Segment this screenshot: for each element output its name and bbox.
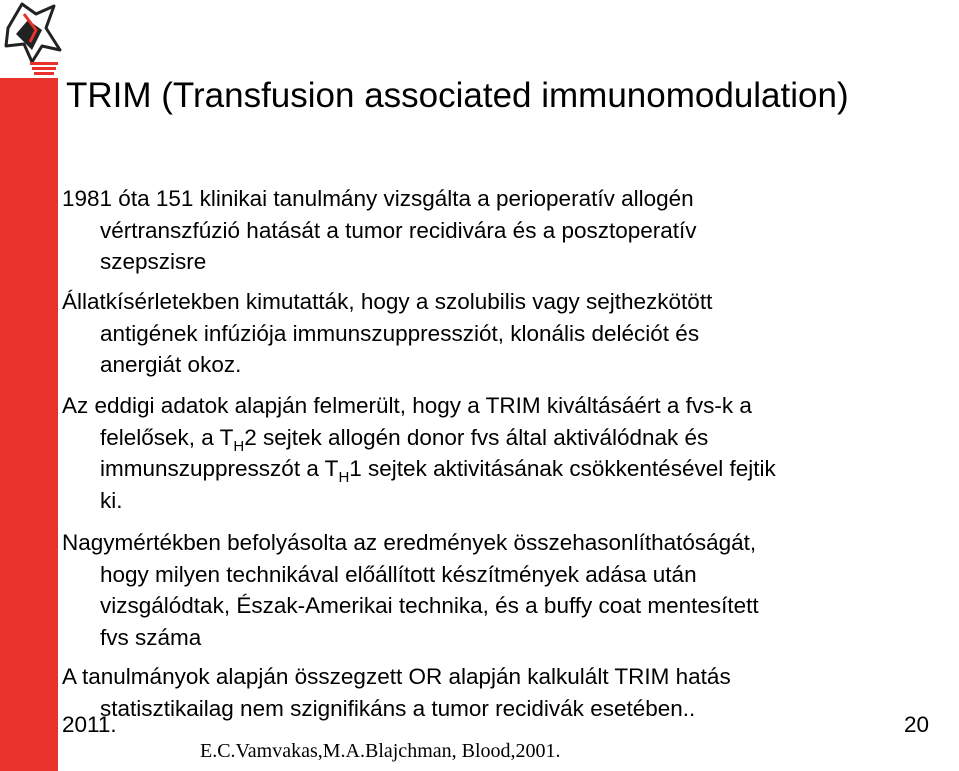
bullet-1-line-2: vértranszfúzió hatását a tumor recidivára és a posztoperatív [100, 217, 697, 243]
bullet-3-line-2-pre: felelősek, a T [100, 424, 234, 450]
page-number: 20 [904, 712, 930, 737]
subscript-h: H [233, 437, 245, 455]
bullet-3-line-2-post: 2 sejtek allogén donor fvs által aktiválódnak és [244, 424, 709, 450]
bullet-2-line-1: Állatkísérletekben kimutatták, hogy a szolubilis vagy sejthezkötött [62, 289, 713, 314]
bullet-4-line-2: hogy milyen technikával előállított készítmények adása után [100, 561, 697, 587]
bullet-3-line-2 [62, 422, 957, 454]
bullet-1-line-1: 1981 óta 151 klinikai tanulmány vizsgálta a perioperatív allogén [62, 186, 694, 211]
footer-year: 2011. [62, 712, 117, 737]
bullet-3-line-4: ki. [100, 487, 123, 513]
citation: E.C.Vamvakas,M.A.Blajchman, Blood,2001. [200, 740, 561, 762]
bullet-4-line-4: fvs száma [100, 624, 202, 650]
bullet-2-line-3: anergiát okoz. [100, 352, 242, 377]
bullet-2 [62, 286, 957, 381]
bullet-3-line-1: Az eddigi adatok alapján felmerült, hogy a TRIM kiváltásáért a fvs-k a [62, 393, 752, 418]
bullet-1 [62, 183, 957, 278]
bullet-4-line-1: Nagymértékben befolyásolta az eredmények összehasonlíthatóságát, [62, 530, 757, 555]
bullet-3 [62, 390, 957, 516]
bullet-2-line-2: antigének infúziója immunszuppressziót, klonális deléciót és [100, 320, 700, 346]
left-accent-bar [0, 78, 58, 771]
bullet-5-line-2: statisztikailag nem szignifikáns a tumor recidivák esetében.. [100, 695, 696, 721]
bullet-3-line-3 [62, 453, 957, 485]
subscript-h: H [338, 469, 350, 486]
bullet-1-line-3: szepszisre [100, 249, 207, 274]
slide-title: TRIM (Transfusion associated immunomodulation) [66, 76, 849, 115]
bullet-3-line-3-pre: immunszuppresszót a T [100, 456, 339, 481]
bullet-5 [62, 661, 957, 724]
bullet-4-line-3: vizsgálódtak, Észak-Amerikai technika, és a buffy coat mentesített [100, 593, 759, 618]
bullet-4 [62, 527, 957, 653]
organization-logo-icon [2, 0, 64, 78]
bullet-5-line-1: A tanulmányok alapján összegzett OR alapján kalkulált TRIM hatás [62, 664, 731, 689]
bullet-3-line-3-post: 1 sejtek aktivitásának csökkentésével fejtik [349, 456, 776, 481]
